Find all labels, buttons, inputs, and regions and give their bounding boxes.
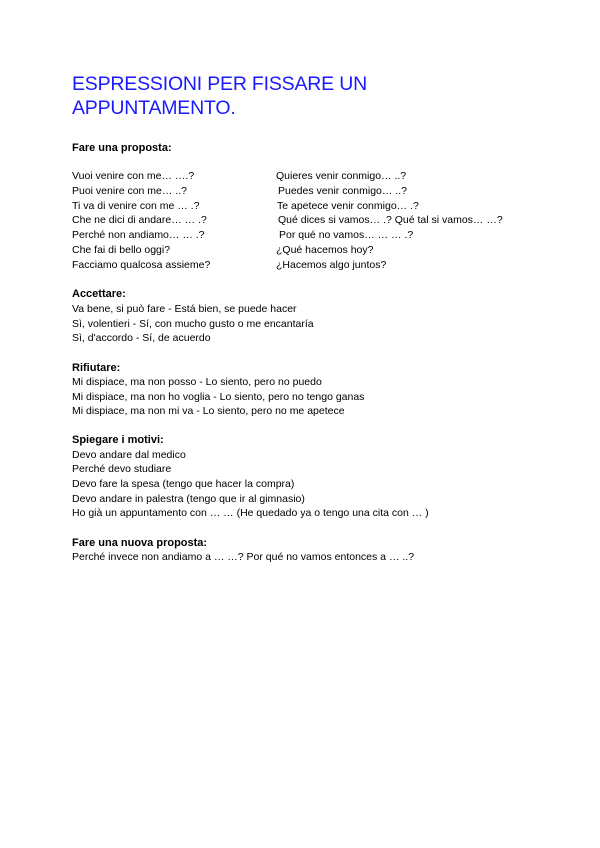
rifiutare-line-2: Mi dispiace, ma non ho voglia - Lo siento, pero no tengo ganas [72, 391, 365, 403]
rifiutare-line-3: Mi dispiace, ma non mi va - Lo siento, pero no me apetece [72, 405, 345, 417]
proposta-it-7: Facciamo qualcosa assieme? [72, 259, 211, 271]
proposta-es-5: Por qué no vamos… … … .? [279, 229, 414, 241]
proposta-es-7: ¿Hacemos algo juntos? [276, 259, 387, 271]
proposta-it-5: Perché non andiamo… … .? [72, 229, 205, 241]
proposta-it-6: Che fai di bello oggi? [72, 244, 171, 256]
rifiutare-line-1: Mi dispiace, ma non posso - Lo siento, pero no puedo [72, 376, 322, 388]
accettare-line-2: Sì, volentieri - Sí, con mucho gusto o me encantaría [72, 318, 314, 330]
accettare-line-3: Sì, d'accordo - Sí, de acuerdo [72, 332, 211, 344]
heading-rifiutare: Rifiutare: [72, 362, 121, 374]
proposta-es-4: Qué dices si vamos… .? Qué tal si vamos… …? [278, 214, 503, 226]
proposta-it-4: Che ne dici di andare… … .? [72, 214, 207, 226]
proposta-es-6: ¿Qué hacemos hoy? [276, 244, 374, 256]
motivi-line-2: Perché devo studiare [72, 463, 172, 475]
proposta-es-1: Quieres venir conmigo… ..? [276, 170, 407, 182]
proposta-es-2: Puedes venir conmigo… ..? [278, 185, 407, 197]
motivi-line-5: Ho già un appuntamento con … … (He quedado ya o tengo una cita con … ) [72, 507, 429, 519]
proposta-it-1: Vuoi venire con me… ….? [72, 170, 195, 182]
page-title [72, 72, 532, 120]
heading-proposta: Fare una proposta: [72, 142, 172, 154]
title-line-2: APPUNTAMENTO. [72, 97, 236, 119]
motivi-line-3: Devo fare la spesa (tengo que hacer la compra) [72, 478, 295, 490]
heading-accettare: Accettare: [72, 288, 126, 300]
motivi-line-4: Devo andare in palestra (tengo que ir al gimnasio) [72, 493, 305, 505]
nuova-proposta-line-1: Perché invece non andiamo a … …? Por qué no vamos entonces a … ..? [72, 551, 415, 563]
accettare-line-1: Va bene, si può fare - Está bien, se puede hacer [72, 303, 297, 315]
proposta-it-3: Ti va di venire con me … .? [72, 200, 200, 212]
proposta-it-2: Puoi venire con me… ..? [72, 185, 187, 197]
heading-nuova-proposta: Fare una nuova proposta: [72, 537, 208, 549]
heading-motivi: Spiegare i motivi: [72, 434, 164, 446]
motivi-line-1: Devo andare dal medico [72, 449, 186, 461]
title-line-1: ESPRESSIONI PER FISSARE UN [72, 73, 367, 95]
proposta-es-3: Te apetece venir conmigo… .? [277, 200, 419, 212]
